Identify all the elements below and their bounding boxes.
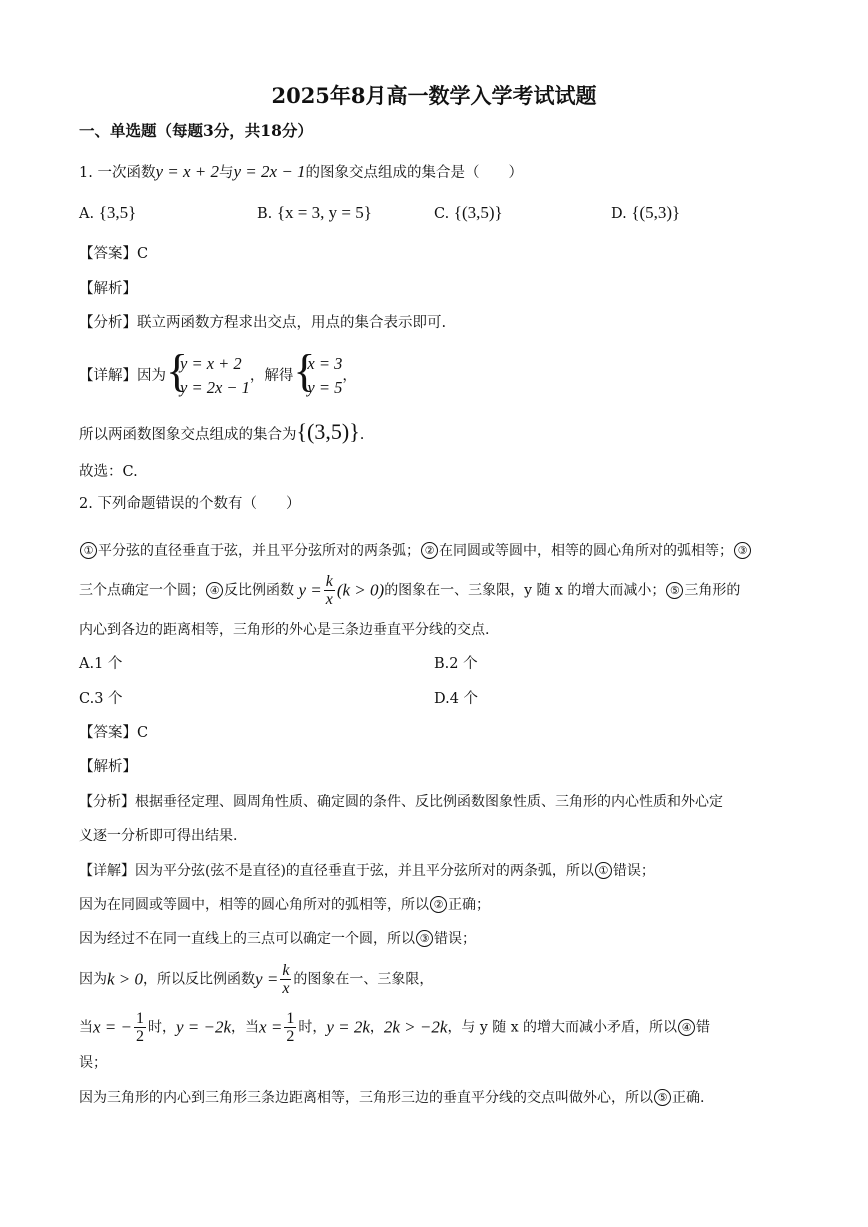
q1-choice: 故选：C. xyxy=(79,464,138,480)
option-label: A. xyxy=(79,656,95,672)
q1-detail-prefix: 【详解】因为 xyxy=(79,368,166,384)
q2-detail-2 xyxy=(79,895,490,915)
q2-stem: 2. 下列命题错误的个数有（ ） xyxy=(79,496,301,512)
detail-text: 的图象在一、三象限， xyxy=(293,971,434,988)
detail-text: 当 xyxy=(79,1019,93,1036)
math-inline: y = −2k xyxy=(176,1017,232,1037)
q1-eq2: y = 2x − 1 xyxy=(233,162,306,181)
option-text: 1 个 xyxy=(94,656,123,672)
q2-option-c xyxy=(79,689,123,709)
fraction-denominator: x xyxy=(325,591,333,608)
section-heading: 一、单选题（每题3分，共18分） xyxy=(79,121,313,140)
circled-number: ③ xyxy=(734,542,751,559)
q1-option-c xyxy=(434,203,503,224)
system-row: y = 2x − 1 xyxy=(180,378,250,397)
detail-text: ，与 y 随 x 的增大而减小矛盾，所以 xyxy=(447,1019,678,1036)
detail-text: 因为 xyxy=(79,971,107,988)
q1-conclusion xyxy=(79,419,365,445)
option-label: B. xyxy=(257,206,273,222)
detail-text: 因为三角形的内心到三角形三条边距离相等，三角形三边的垂直平分线的交点叫做外心，所以 xyxy=(79,1090,653,1106)
circled-number: ① xyxy=(595,862,612,879)
q2-prop-3: 三个点确定一个圆； xyxy=(79,582,205,599)
q1-prefix: 1. 一次函数 xyxy=(79,165,156,181)
q1-suffix: 的图象交点组成的集合是（ ） xyxy=(305,165,524,181)
fraction-numerator: 1 xyxy=(136,1010,144,1027)
q2-option-d xyxy=(434,689,478,709)
q1-system-2 xyxy=(293,345,343,400)
fraction xyxy=(284,1010,296,1045)
q2-prop-4-eq: y = xyxy=(298,580,322,600)
option-label: D. xyxy=(434,691,450,707)
circled-number: ② xyxy=(430,896,447,913)
q2-fenxi-1: 【分析】根据垂径定理、圆周角性质、确定圆的条件、反比例函数图象性质、三角形的内心性质和外心定 xyxy=(79,794,723,810)
q2-option-a xyxy=(79,654,122,674)
q2-prop-5-a: 三角形的 xyxy=(684,582,741,599)
q2-props-line-2 xyxy=(79,573,740,608)
brace-icon: { xyxy=(166,345,189,396)
detail-text: 【详解】因为平分弦(弦不是直径)的直径垂直于弦，并且平分弦所对的两条弧，所以 xyxy=(79,863,594,879)
fraction xyxy=(134,1010,146,1045)
q2-prop-2: 在同圆或等圆中，相等的圆心角所对的弧相等； xyxy=(439,543,733,559)
q2-prop-4-suffix: 的图象在一、三象限，y 随 x 的增大而减小； xyxy=(384,582,666,599)
detail-text: ，当 xyxy=(231,1019,260,1036)
q1-option-a xyxy=(79,203,136,224)
exam-title: 2025年8月高一数学入学考试试题 xyxy=(271,83,597,108)
circled-number: ④ xyxy=(206,582,223,599)
q1-conclusion-end: . xyxy=(359,427,365,443)
option-label: C. xyxy=(434,206,450,222)
detail-text: 错误； xyxy=(434,931,476,947)
detail-text: 正确. xyxy=(672,1090,705,1106)
fraction xyxy=(324,573,335,608)
fraction-denominator: 2 xyxy=(136,1028,144,1045)
q1-conclusion-set: {(3,5)} xyxy=(296,419,360,444)
detail-text: 时， xyxy=(148,1019,176,1036)
q1-detail-end: ， xyxy=(342,368,357,384)
q1-mid: 与 xyxy=(219,165,234,181)
option-label: D. xyxy=(611,206,627,222)
detail-text: ，所以反比例函数 xyxy=(143,971,256,988)
circled-number: ② xyxy=(421,542,438,559)
circled-number: ① xyxy=(80,542,97,559)
q2-fenxi-2: 义逐一分析即可得出结果. xyxy=(79,828,238,844)
q1-option-d xyxy=(611,203,680,224)
q1-detail-mid: ，解得 xyxy=(249,368,294,384)
circled-number: ⑤ xyxy=(654,1089,671,1106)
detail-text: 时， xyxy=(298,1019,327,1036)
math-inline: 2k > −2k xyxy=(383,1017,448,1037)
fraction xyxy=(280,962,291,997)
q2-option-b xyxy=(434,654,478,674)
math-inline: y = xyxy=(255,969,279,989)
detail-text: 错 xyxy=(696,1019,711,1036)
fraction-numerator: k xyxy=(282,962,290,979)
q2-detail-6: 误； xyxy=(79,1055,107,1071)
q2-detail-1 xyxy=(79,861,655,881)
q2-analysis-header: 【解析】 xyxy=(79,759,137,775)
q1-system-1 xyxy=(166,345,250,400)
math-inline: x = xyxy=(259,1017,283,1037)
q2-props-line-3: 内心到各边的距离相等，三角形的外心是三条边垂直平分线的交点. xyxy=(79,622,490,638)
option-text: {x = 3, y = 5} xyxy=(276,203,372,222)
fraction-numerator: 1 xyxy=(286,1010,295,1027)
q2-detail-4 xyxy=(79,962,433,997)
option-text: 2 个 xyxy=(449,656,478,672)
option-label: C. xyxy=(79,691,95,707)
math-inline: x = − xyxy=(93,1017,132,1037)
q2-answer: 【答案】C xyxy=(79,725,149,741)
detail-text: 正确； xyxy=(448,897,490,913)
option-text: {(3,5)} xyxy=(453,203,503,222)
q1-stem xyxy=(79,162,523,183)
detail-text: 因为在同圆或等圆中，相等的圆心角所对的弧相等，所以 xyxy=(79,897,429,913)
fraction-numerator: k xyxy=(325,573,333,590)
option-text: 4 个 xyxy=(449,691,479,707)
q1-analysis-header: 【解析】 xyxy=(79,281,137,297)
option-text: 3 个 xyxy=(94,691,123,707)
brace-icon: { xyxy=(293,345,316,396)
circled-number: ⑤ xyxy=(666,582,683,599)
option-label: B. xyxy=(434,656,450,672)
q2-prop-4-cond: (k > 0) xyxy=(336,580,385,600)
q2-prop-4-prefix: 反比例函数 xyxy=(224,582,294,599)
system-row: x = 3 xyxy=(307,354,343,373)
fraction-denominator: x xyxy=(282,980,290,997)
detail-text: ， xyxy=(369,1019,384,1036)
q1-option-b xyxy=(257,203,372,224)
math-inline: k > 0 xyxy=(107,969,144,989)
q2-detail-7 xyxy=(79,1088,704,1108)
fraction-denominator: 2 xyxy=(286,1028,295,1045)
circled-number: ④ xyxy=(678,1019,695,1036)
option-text: {(5,3)} xyxy=(631,203,681,222)
circled-number: ③ xyxy=(416,930,433,947)
q1-fenxi: 【分析】联立两函数方程求出交点，用点的集合表示即可. xyxy=(79,315,447,331)
q1-conclusion-prefix: 所以两函数图象交点组成的集合为 xyxy=(79,427,297,443)
detail-text: 错误； xyxy=(612,863,655,879)
option-text: {3,5} xyxy=(98,203,137,222)
q2-detail-3 xyxy=(79,929,476,949)
option-label: A. xyxy=(79,206,95,222)
system-row: y = 5 xyxy=(307,378,343,397)
math-inline: y = 2k xyxy=(326,1017,370,1037)
q1-answer: 【答案】C xyxy=(79,246,149,262)
q2-detail-5 xyxy=(79,1010,710,1045)
detail-text: 因为经过不在同一直线上的三点可以确定一个圆，所以 xyxy=(79,931,415,947)
q2-prop-1: 平分弦的直径垂直于弦，并且平分弦所对的两条弧； xyxy=(98,543,420,559)
system-row: y = x + 2 xyxy=(180,354,242,373)
q1-detail xyxy=(79,345,357,400)
q1-eq1: y = x + 2 xyxy=(155,162,219,181)
q2-props-line-1 xyxy=(79,541,752,561)
